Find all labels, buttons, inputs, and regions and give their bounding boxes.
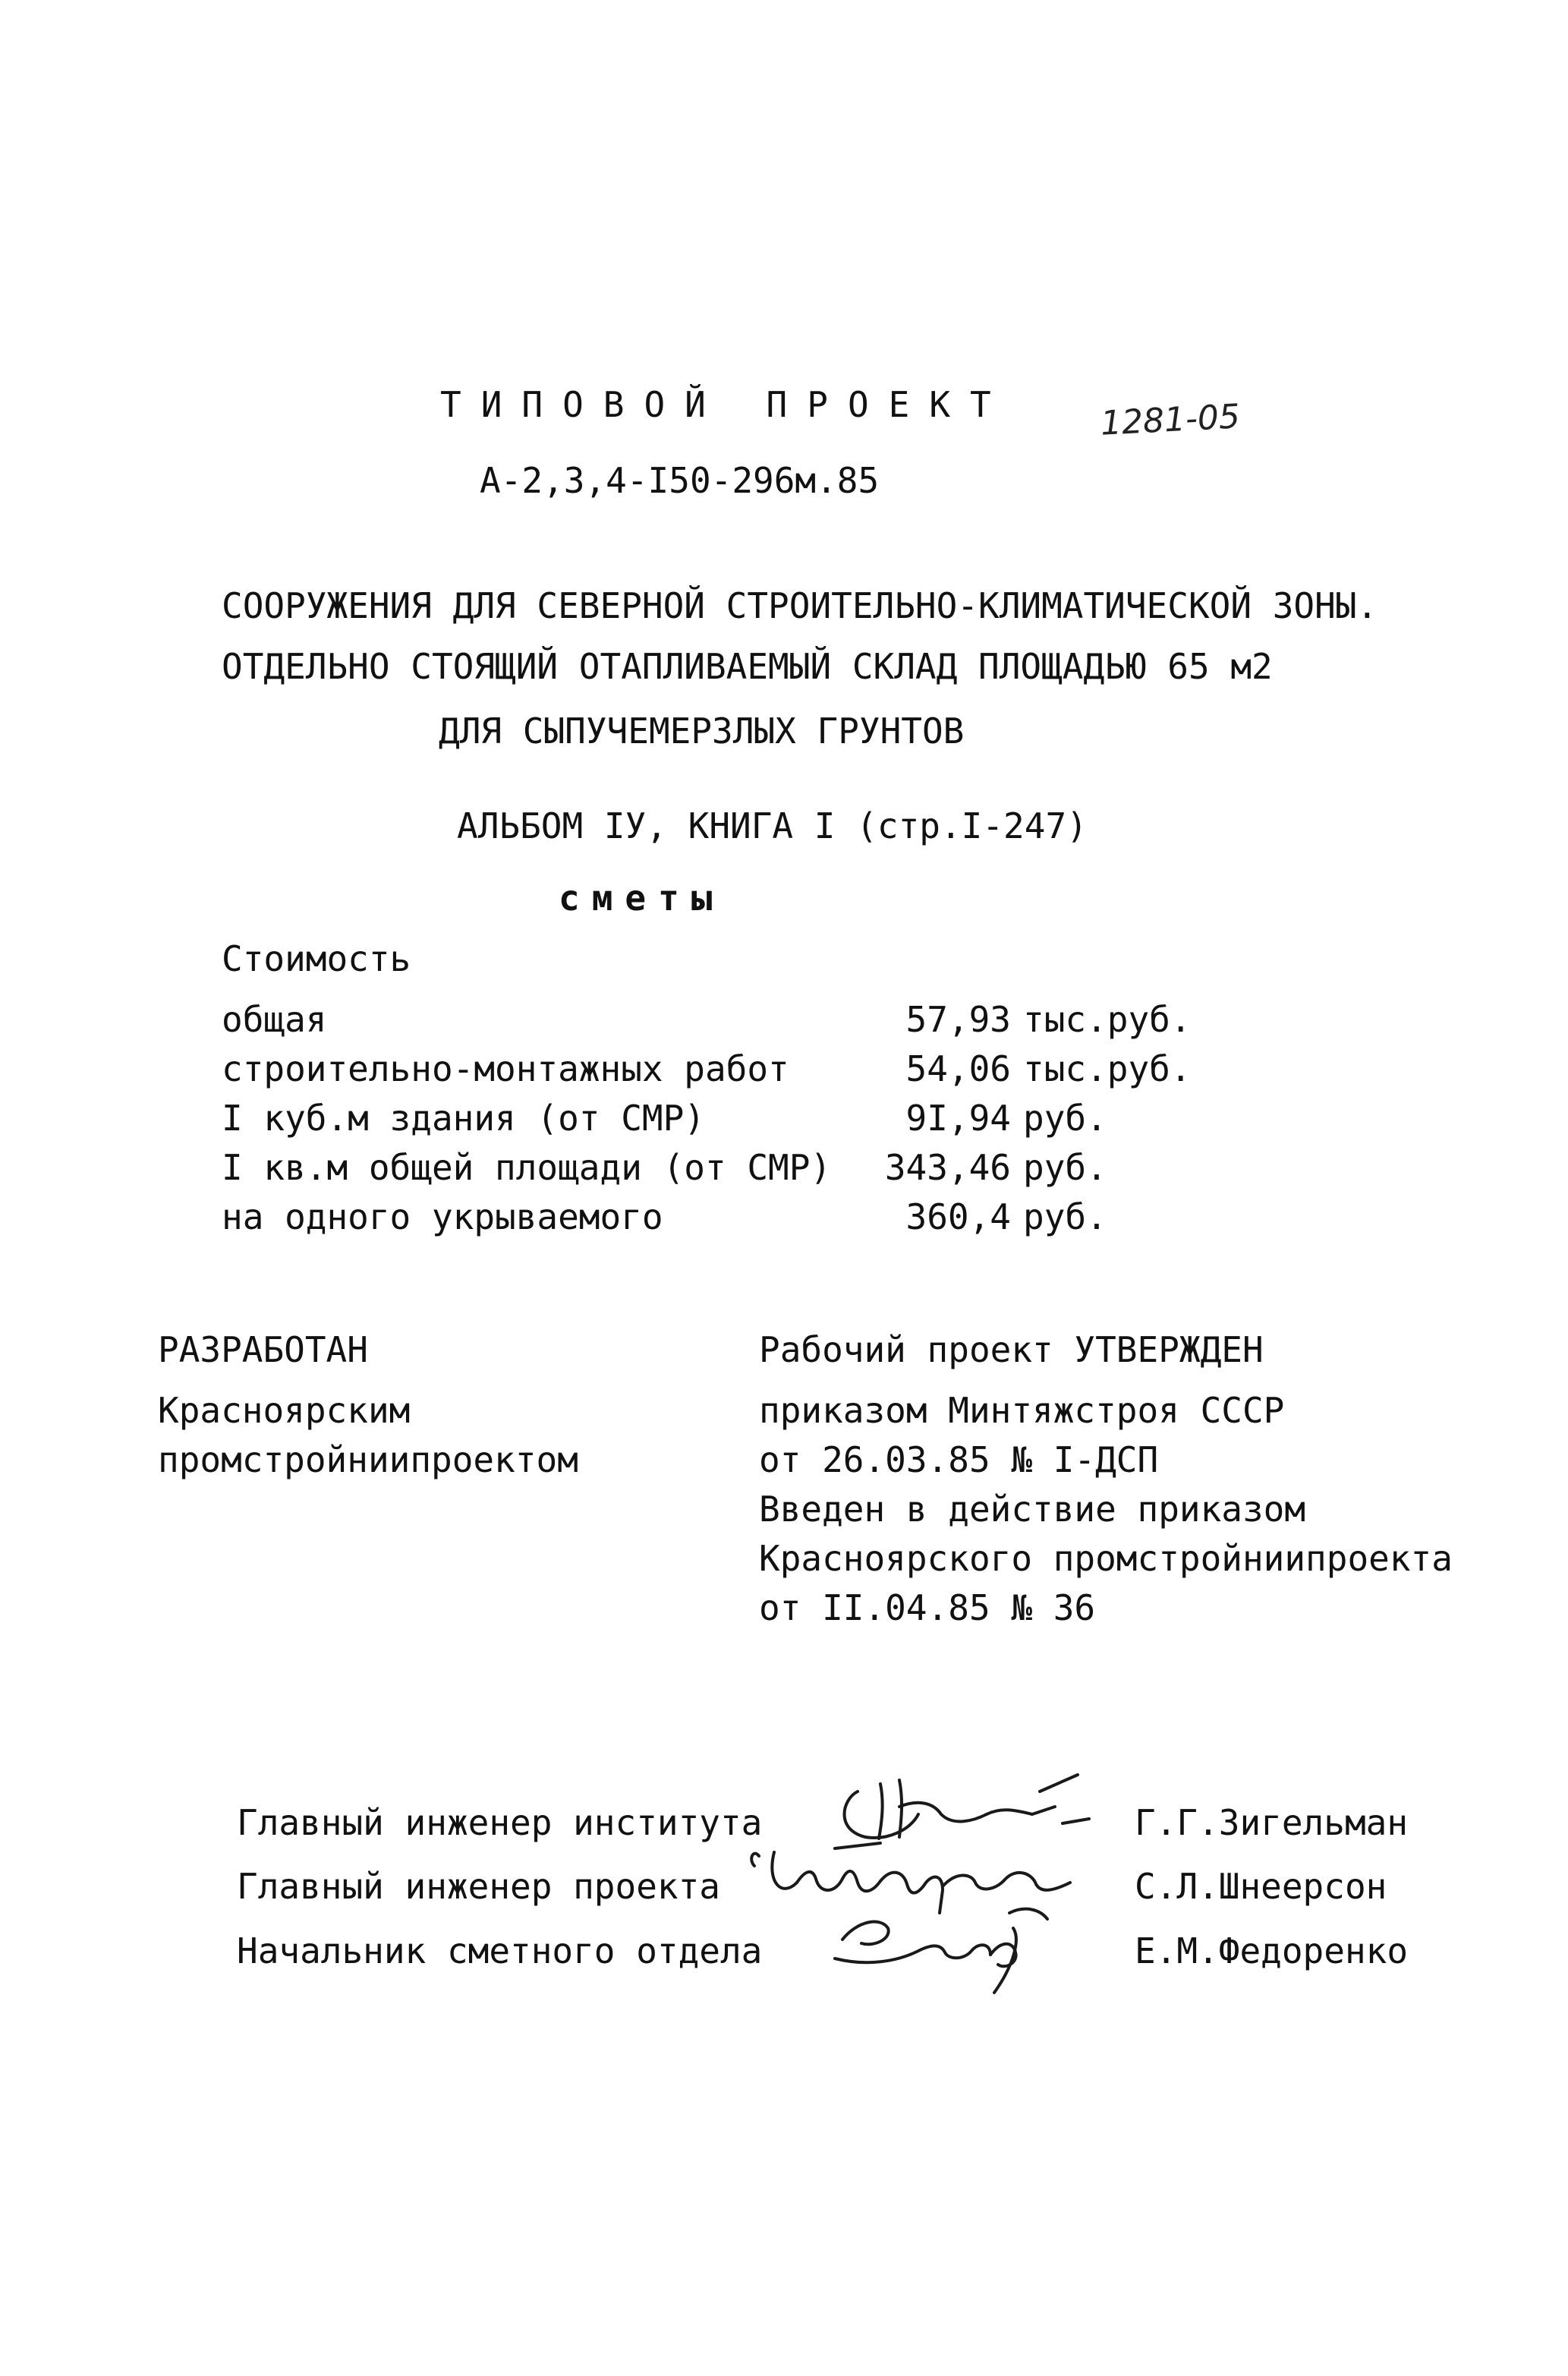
- approved-heading: Рабочий проект УТВЕРЖДЕН: [759, 1329, 1264, 1370]
- subject-line-1: СООРУЖЕНИЯ ДЛЯ СЕВЕРНОЙ СТРОИТЕЛЬНО-КЛИМАТИЧЕСКОЙ ЗОНЫ.: [222, 585, 1378, 626]
- cost-label: строительно-монтажных работ: [222, 1048, 789, 1089]
- cost-label: на одного укрываемого: [222, 1196, 663, 1237]
- signatory-title: Главный инженер института: [237, 1802, 763, 1843]
- project-code: А-2,3,4-I50-296м.85: [480, 460, 880, 501]
- signatory-name: Г.Г.Зигельман: [1135, 1802, 1409, 1843]
- approved-line: Красноярского промстройниипроекта: [759, 1538, 1453, 1579]
- developed-line-1: Красноярским: [158, 1390, 411, 1431]
- approved-line: приказом Минтяжстроя СССР: [759, 1390, 1285, 1431]
- signatory-name: Е.М.Федоренко: [1135, 1930, 1409, 1971]
- cost-value: 343,46: [884, 1147, 1011, 1188]
- handwritten-archive-number: 1281-05: [1099, 397, 1242, 443]
- signature-head-estimate-department: [820, 1898, 1063, 1996]
- cost-value: 57,93: [905, 999, 1011, 1040]
- signatory-name: С.Л.Шнеерсон: [1135, 1866, 1387, 1907]
- developed-heading: РАЗРАБОТАН: [158, 1329, 368, 1370]
- approved-line: от II.04.85 № 36: [759, 1587, 1096, 1628]
- subject-line-3: ДЛЯ СЫПУЧЕМЕРЗЛЫХ ГРУНТОВ: [439, 711, 965, 752]
- cost-label: общая: [222, 999, 327, 1040]
- cost-unit: руб.: [1023, 1098, 1107, 1139]
- cost-label: I кв.м общей площади (от СМР): [222, 1147, 832, 1188]
- cost-label: I куб.м здания (от СМР): [222, 1098, 705, 1139]
- developed-line-2: промстройниипроектом: [158, 1439, 578, 1480]
- signatory-title: Начальник сметного отдела: [237, 1930, 763, 1971]
- signatory-title: Главный инженер проекта: [237, 1866, 720, 1907]
- approved-line: Введен в действие приказом: [759, 1489, 1306, 1530]
- approved-line: от 26.03.85 № I-ДСП: [759, 1439, 1159, 1480]
- cost-value: 360,4: [905, 1196, 1011, 1237]
- cost-heading: Стоимость: [222, 938, 411, 979]
- cost-unit: тыс.руб.: [1023, 1048, 1192, 1089]
- project-title: ТИПОВОЙ ПРОЕКТ: [440, 384, 1011, 425]
- album-label: АЛЬБОМ IУ, КНИГА I (стр.I-247): [457, 805, 1088, 846]
- cost-value: 54,06: [905, 1048, 1011, 1089]
- cost-unit: тыс.руб.: [1023, 999, 1192, 1040]
- cost-unit: руб.: [1023, 1196, 1107, 1237]
- subject-line-2: ОТДЕЛЬНО СТОЯЩИЙ ОТАПЛИВАЕМЫЙ СКЛАД ПЛОЩАДЬЮ 65 м2: [222, 646, 1273, 687]
- section-title: сметы: [559, 878, 725, 919]
- cost-value: 9I,94: [905, 1098, 1011, 1139]
- cost-unit: руб.: [1023, 1147, 1107, 1188]
